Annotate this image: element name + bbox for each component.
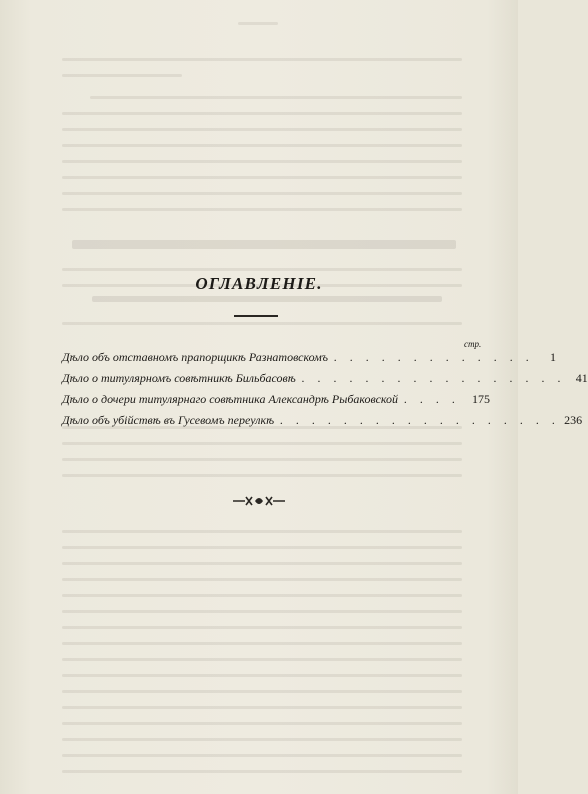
toc-entry-leader: . . . . . . . . . . . . . . . . . [301, 371, 566, 385]
toc-list [62, 350, 588, 434]
toc-entry-label: Дѣло объ убійствѣ въ Гусевомъ переулкѣ [62, 413, 275, 427]
toc-entry-label: Дѣло о титулярномъ совѣтникѣ Бильбасовѣ [62, 371, 296, 385]
toc-entry-page: 41 [575, 371, 588, 385]
toc-entry-page: 1 [550, 350, 557, 364]
toc-entry-leader: . . . . [404, 392, 461, 406]
toc-entry-page: 236 [564, 413, 583, 427]
toc-entry-label: Дѣло объ отставномъ прапорщикѣ Разнатовскомъ [62, 350, 329, 364]
toc-entry[interactable] [62, 413, 583, 434]
toc-entry-leader: . . . . . . . . . . . . . [334, 350, 535, 364]
toc-entry-label: Дѣло о дочери титулярнаго совѣтника Александрѣ Рыбаковской [62, 392, 399, 406]
toc-entry-leader: . . . . . . . . . . . . . . . . . . [280, 413, 561, 427]
toc-entry[interactable] [62, 392, 490, 413]
ornament-icon [231, 494, 287, 508]
toc-entry[interactable] [62, 350, 557, 371]
pages-column-header: стр. [464, 339, 482, 349]
toc-title: ОГЛАВЛЕНІЕ. [195, 274, 323, 293]
title-rule [234, 315, 278, 317]
toc-entry[interactable] [62, 371, 588, 392]
ornament-divider [0, 494, 518, 513]
toc-entry-page: 175 [472, 392, 490, 406]
